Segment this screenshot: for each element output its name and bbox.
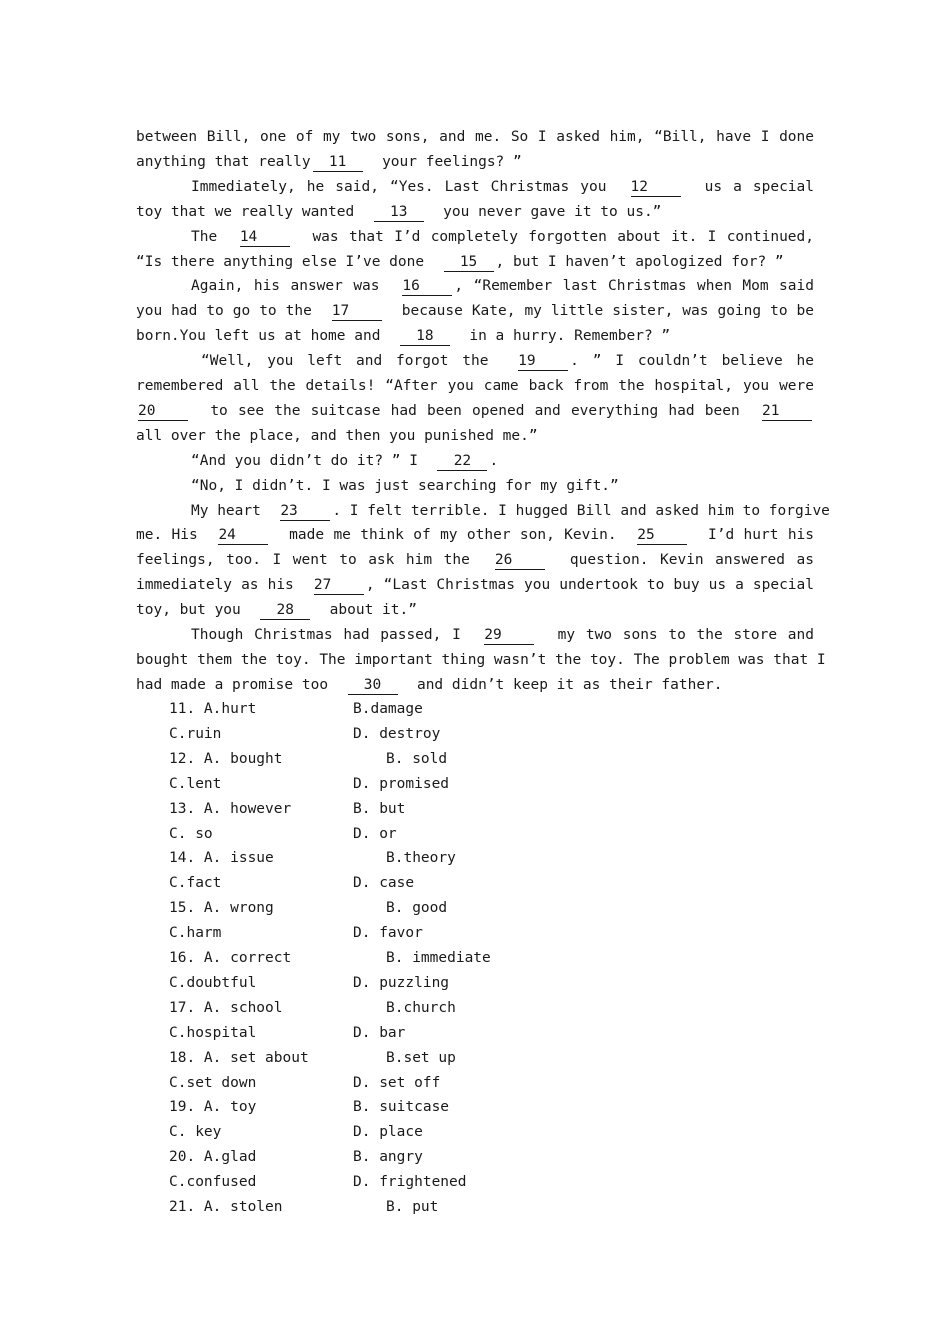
option-right: D. case: [353, 875, 415, 892]
passage-text: was that I’d completely forgotten about it. I continued,: [291, 228, 814, 245]
option-right: B.set up: [386, 1049, 456, 1066]
passage-text: born.You left us at home and: [136, 328, 398, 345]
passage-line: [136, 673, 814, 698]
passage-line: [191, 474, 814, 499]
option-left: 15. A. wrong: [169, 900, 274, 917]
option-right: D. or: [353, 825, 397, 842]
blank-number: 23: [280, 502, 330, 521]
option-right: D. promised: [353, 775, 450, 792]
passage-line: [136, 374, 814, 399]
passage-line: [191, 274, 814, 299]
option-left: C.set down: [169, 1074, 257, 1091]
option-left: C.harm: [169, 925, 222, 942]
option-right: D. place: [353, 1124, 423, 1141]
passage-text: . I felt terrible. I hugged Bill and asked him to forgive: [332, 502, 830, 519]
passage-text: and didn’t keep it as their father.: [399, 676, 723, 693]
passage-text: us a special: [682, 178, 814, 195]
passage-text: “No, I didn’t. I was just searching for my gift.”: [191, 477, 619, 494]
option-right: D. favor: [353, 925, 423, 942]
passage-line: [191, 499, 830, 524]
passage-text: made me think of my other son, Kevin.: [270, 527, 636, 544]
option-right: D. bar: [353, 1024, 406, 1041]
option-left: 17. A. school: [169, 999, 283, 1016]
option-right: B. sold: [386, 750, 448, 767]
passage-text: “And you didn’t do it? ” I: [191, 452, 436, 469]
passage-text: my two sons to the store and: [536, 627, 814, 643]
option-right: D. frightened: [353, 1174, 467, 1191]
passage-line: [136, 150, 814, 175]
blank-number: 22: [437, 452, 487, 471]
passage-line: [136, 648, 826, 673]
passage-line: [136, 598, 814, 623]
option-left: 19. A. toy: [169, 1099, 257, 1116]
blank-number: 15: [444, 253, 494, 272]
passage-line: [191, 623, 814, 648]
option-left: C. so: [169, 825, 213, 842]
option-right: B.damage: [353, 701, 423, 717]
passage-text: Immediately, he said, “Yes. Last Christmas you: [191, 178, 629, 195]
option-right: D. puzzling: [353, 974, 450, 991]
option-left: 16. A. correct: [169, 950, 292, 966]
option-left: C.confused: [169, 1174, 257, 1191]
option-left: C.hospital: [169, 1024, 257, 1041]
blank-number: 24: [218, 526, 268, 545]
passage-text: toy that we really wanted: [136, 203, 372, 220]
passage-text: me. His: [136, 527, 217, 544]
option-left: 21. A. stolen: [169, 1199, 283, 1215]
option-right: D. destroy: [353, 725, 441, 742]
option-left: 14. A. issue: [169, 850, 274, 867]
option-left: C. key: [169, 1124, 222, 1141]
blank-number: 16: [402, 277, 452, 296]
blank-number: 14: [240, 228, 290, 247]
blank-number: 11: [313, 153, 363, 172]
blank-number: 28: [260, 601, 310, 620]
passage-line: [201, 349, 814, 374]
passage-line: [136, 424, 814, 449]
passage-text: to see the suitcase had been opened and everything had been: [190, 402, 760, 419]
blank-number: 13: [374, 203, 424, 222]
option-left: 11. A.hurt: [169, 701, 257, 717]
option-right: B. angry: [353, 1149, 423, 1166]
blank-number: 12: [631, 178, 681, 197]
passage-text: Again, his answer was: [191, 278, 401, 295]
option-left: C.fact: [169, 875, 222, 892]
passage-text: bought them the toy. The important thing wasn’t the toy. The problem was that I: [136, 651, 826, 668]
passage-line: [136, 573, 814, 598]
option-right: B. put: [386, 1199, 439, 1215]
passage-text: in a hurry. Remember? ”: [451, 328, 671, 345]
option-right: D. set off: [353, 1074, 441, 1091]
passage-text: between Bill, one of my two sons, and me. So I asked him, “Bill, have I done: [136, 129, 814, 145]
blank-number: 27: [314, 576, 364, 595]
option-left: 12. A. bought: [169, 750, 283, 767]
passage-text: , but I haven’t apologized for? ”: [495, 253, 784, 270]
passage-text: “Is there anything else I’ve done: [136, 253, 442, 270]
passage-text: anything that really: [136, 153, 311, 170]
passage-text: Though Christmas had passed, I: [191, 627, 483, 643]
option-right: B.church: [386, 999, 456, 1016]
option-left: 18. A. set about: [169, 1049, 309, 1066]
option-right: B. immediate: [386, 950, 491, 966]
option-left: C.lent: [169, 775, 222, 792]
passage-line: [191, 225, 814, 250]
passage-text: I’d hurt his: [689, 527, 815, 544]
blank-number: 21: [762, 402, 812, 421]
passage-text: you had to go to the: [136, 303, 330, 320]
blank-number: 29: [484, 626, 534, 645]
option-left: 20. A.glad: [169, 1149, 257, 1166]
passage-line: [136, 250, 814, 275]
blank-number: 20: [138, 402, 188, 421]
passage-line: [136, 399, 814, 424]
passage-line: [136, 548, 814, 573]
passage-line: [136, 125, 814, 150]
option-left: 13. A. however: [169, 800, 292, 817]
passage-line: [136, 324, 814, 349]
passage-text: toy, but you: [136, 602, 259, 619]
passage-text: “Well, you left and forgot the: [201, 353, 517, 370]
passage-text: all over the place, and then you punished me.”: [136, 427, 538, 444]
option-right: B.theory: [386, 850, 456, 867]
passage-text: . ” I couldn’t believe he: [570, 353, 814, 370]
blank-number: 18: [400, 327, 450, 346]
passage-line: [191, 449, 814, 474]
passage-text: had made a promise too: [136, 676, 346, 693]
blank-number: 30: [348, 676, 398, 695]
passage-text: remembered all the details! “After you came back from the hospital, you were: [136, 378, 814, 394]
passage-text: feelings, too. I went to ask him the: [136, 552, 493, 569]
passage-text: your feelings? ”: [364, 153, 522, 170]
passage-line: [136, 523, 814, 548]
passage-text: question. Kevin answered as: [546, 552, 814, 569]
option-right: B. suitcase: [353, 1099, 450, 1116]
blank-number: 26: [495, 551, 545, 570]
passage-text: My heart: [191, 502, 279, 519]
passage-text: , “Last Christmas you undertook to buy us a special: [365, 577, 814, 594]
passage-text: , “Remember last Christmas when Mom said: [454, 278, 814, 295]
passage-line: [136, 299, 814, 324]
passage-text: about it.”: [312, 602, 417, 619]
passage-text: The: [191, 228, 238, 245]
blank-number: 17: [332, 302, 382, 321]
passage-line: [191, 175, 814, 200]
option-right: B. but: [353, 800, 406, 817]
blank-number: 25: [637, 526, 687, 545]
blank-number: 19: [518, 352, 568, 371]
option-left: C.ruin: [169, 725, 222, 742]
passage-line: [136, 200, 814, 225]
passage-text: immediately as his: [136, 577, 312, 594]
option-right: B. good: [386, 900, 448, 917]
passage-text: .: [489, 452, 499, 469]
passage-text: you never gave it to us.”: [425, 203, 662, 220]
option-left: C.doubtful: [169, 974, 257, 991]
passage-text: because Kate, my little sister, was going to be: [383, 303, 814, 320]
